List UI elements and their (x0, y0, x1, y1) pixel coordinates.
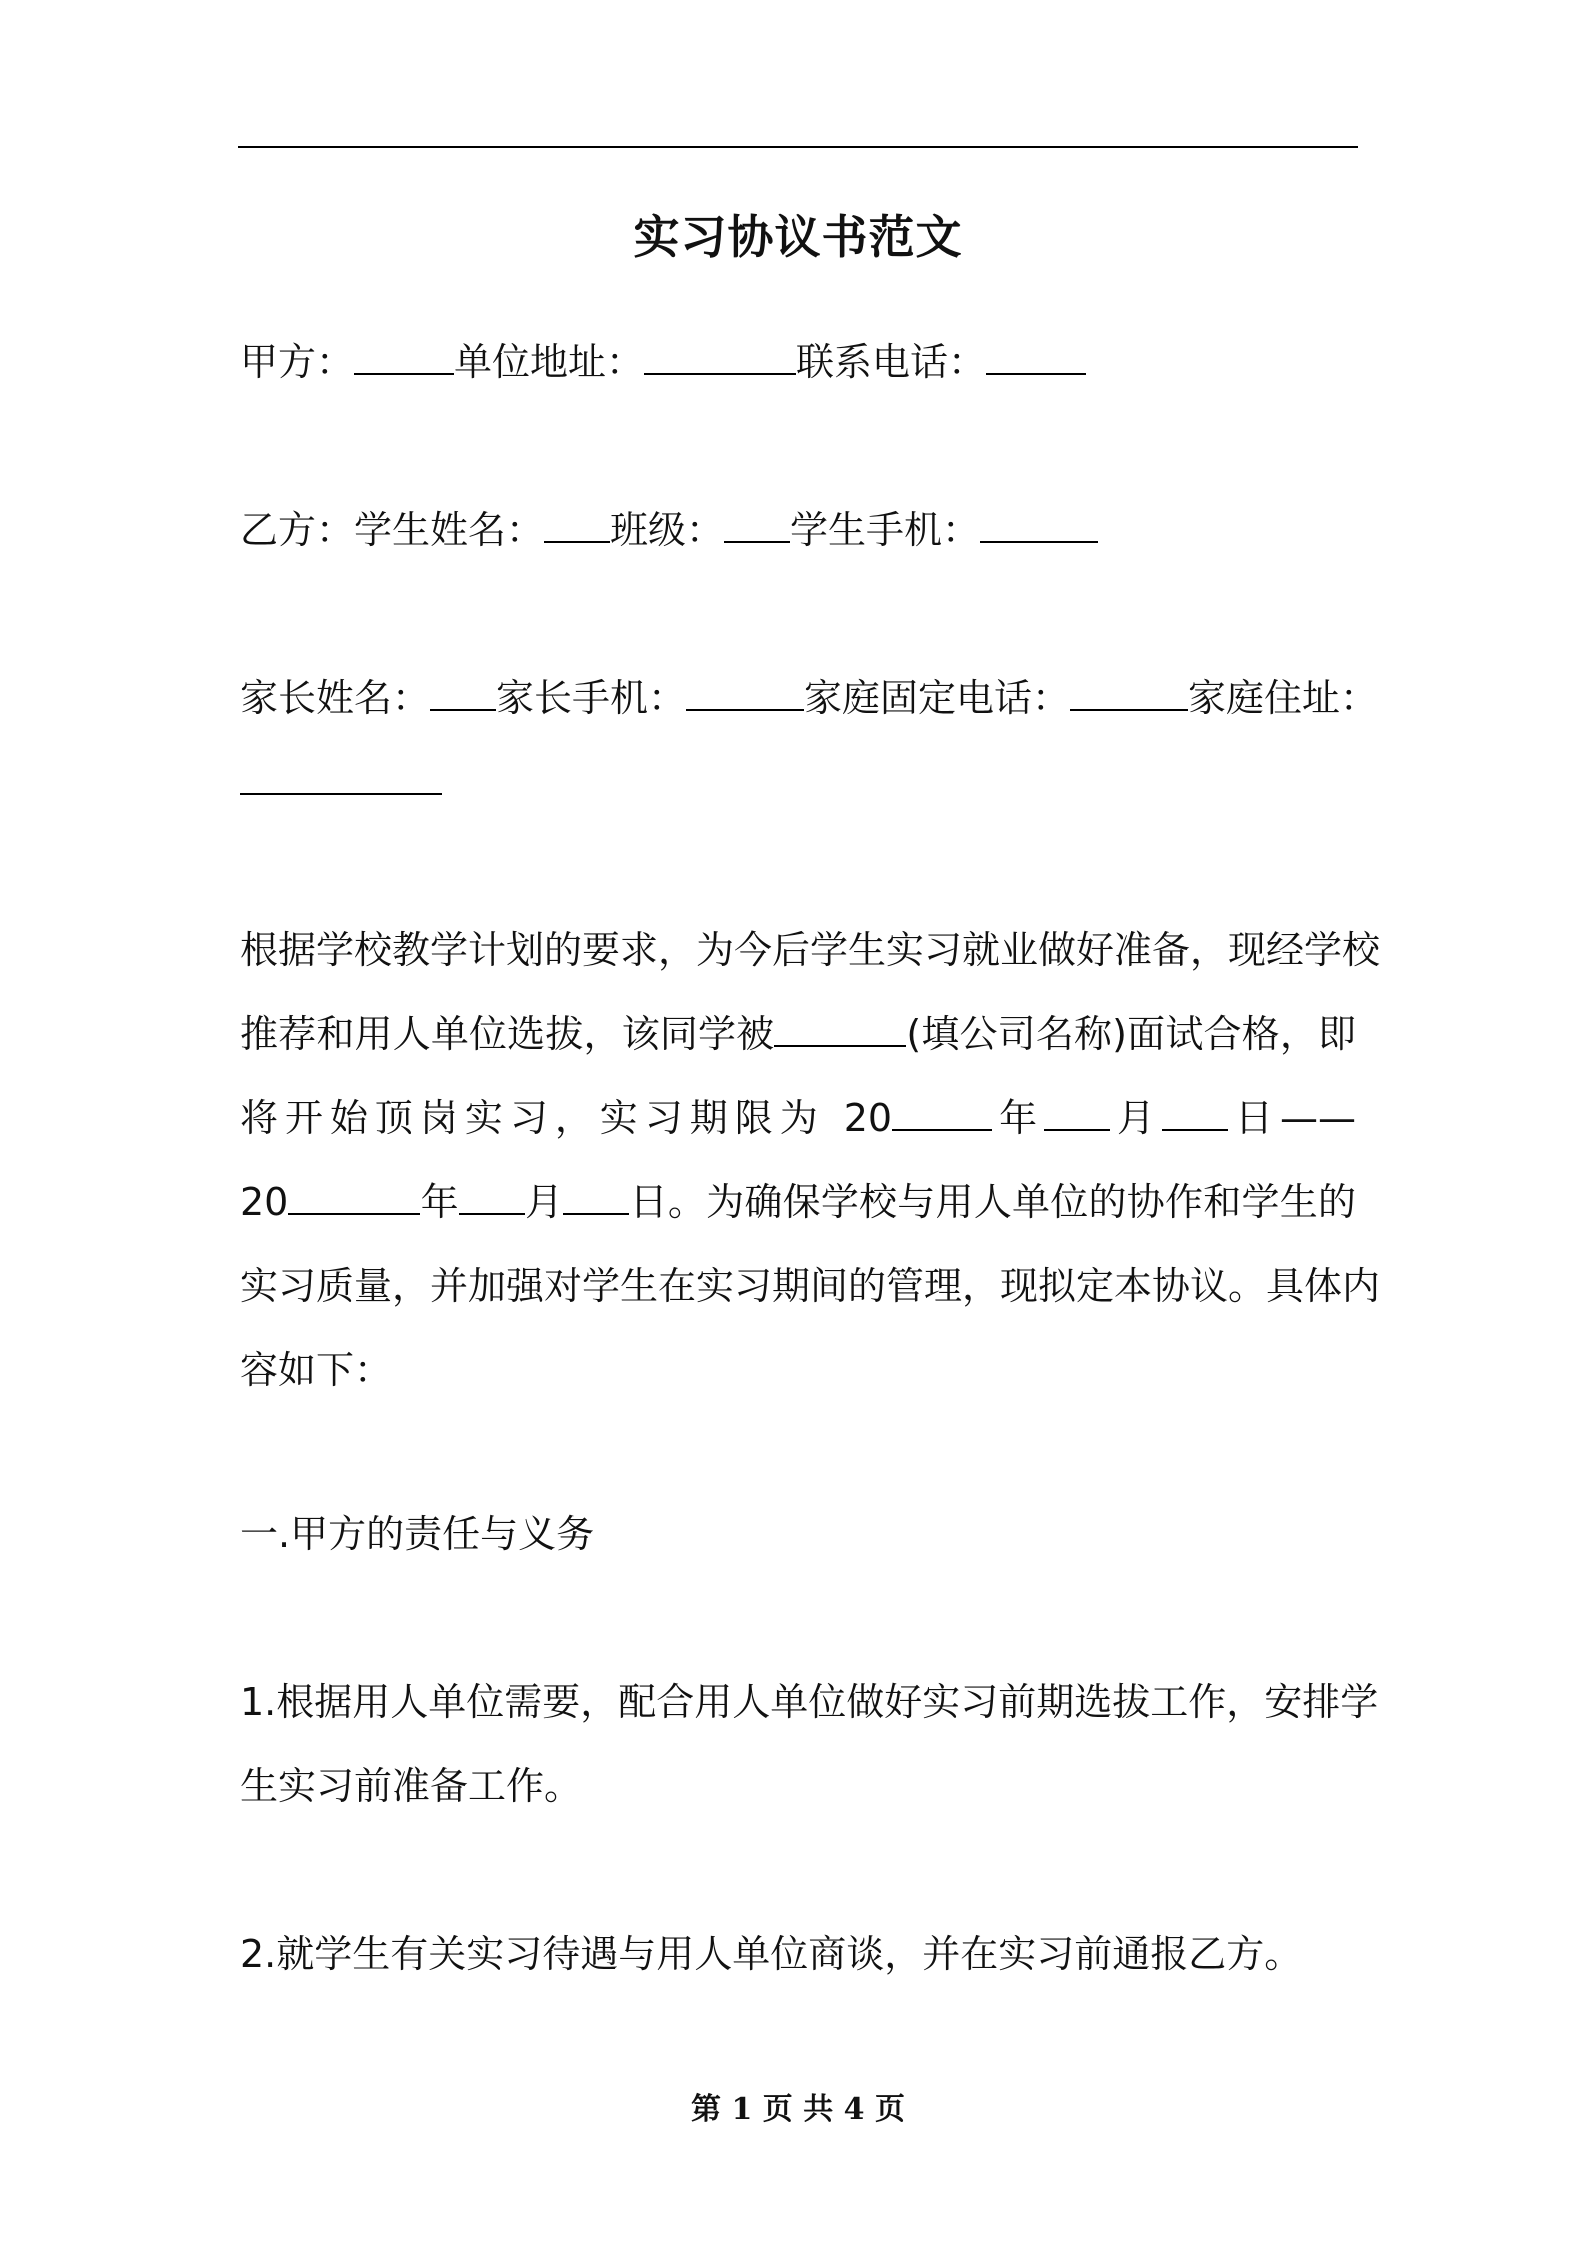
student-mobile-blank[interactable] (980, 511, 1098, 543)
student-name-blank[interactable] (544, 511, 610, 543)
item-1-line-2: 生实习前准备工作。 (240, 1764, 583, 1808)
student-mobile-label: 学生手机： (790, 508, 981, 552)
end-month-blank[interactable] (459, 1183, 525, 1215)
party-a-blank[interactable] (354, 343, 454, 375)
parent-mobile-blank[interactable] (686, 679, 804, 711)
parent-name-blank[interactable] (430, 679, 496, 711)
document-title: 实习协议书范文 (633, 210, 963, 264)
intro-line-6: 容如下： (240, 1348, 393, 1392)
parent-block (240, 656, 1379, 824)
intro-line-4: 20 年 月 日。为确保学校与用人单位的协作和学生的 (240, 1180, 1356, 1224)
intro-line-1: 根据学校教学计划的要求，为今后学生实习就业做好准备，现经学校 (240, 928, 1381, 972)
party-a-label: 甲方： (240, 340, 355, 384)
class-blank[interactable] (724, 511, 790, 543)
page-indicator: 第 1 页 共 4 页 (691, 2092, 905, 2127)
address-blank[interactable] (644, 343, 796, 375)
end-day-blank[interactable] (563, 1183, 629, 1215)
start-month-blank[interactable] (1044, 1099, 1110, 1131)
item-2: 2.就学生有关实习待遇与用人单位商谈，并在实习前通报乙方。 (240, 1932, 1303, 1976)
class-label: 班级： (610, 508, 725, 552)
parent-mobile-label: 家长手机： (496, 676, 687, 720)
intro-line-2: 推荐和用人单位选拔，该同学被 (填公司名称)面试合格，即 (240, 1012, 1356, 1056)
end-year-blank[interactable] (288, 1183, 420, 1215)
company-name-blank[interactable] (774, 1015, 906, 1047)
header-rule (238, 146, 1358, 148)
phone-blank[interactable] (986, 343, 1086, 375)
home-address-label: 家庭住址： (1188, 676, 1379, 720)
party-b-label: 乙方：学生姓名： (240, 508, 545, 552)
home-phone-label: 家庭固定电话： (804, 676, 1071, 720)
parent-name-label: 家长姓名： (240, 676, 431, 720)
home-phone-blank[interactable] (1070, 679, 1188, 711)
intro-paragraph (240, 908, 1381, 1412)
party-b-line (240, 488, 1356, 572)
intro-line-3: 将开始顶岗实习，实习期限为 20 年 月 日—— (240, 1096, 1356, 1140)
party-a-line (240, 320, 1356, 404)
start-day-blank[interactable] (1162, 1099, 1228, 1131)
phone-label: 联系电话： (796, 340, 987, 384)
section-1-heading: 一.甲方的责任与义务 (240, 1512, 595, 1556)
intro-line-5: 实习质量，并加强对学生在实习期间的管理，现拟定本协议。具体内 (240, 1264, 1381, 1308)
item-1 (240, 1660, 1379, 1828)
home-address-blank[interactable] (240, 763, 442, 795)
start-year-blank[interactable] (892, 1099, 992, 1131)
item-1-line-1: 1.根据用人单位需要，配合用人单位做好实习前期选拔工作，安排学 (240, 1680, 1379, 1724)
address-label: 单位地址： (454, 340, 645, 384)
